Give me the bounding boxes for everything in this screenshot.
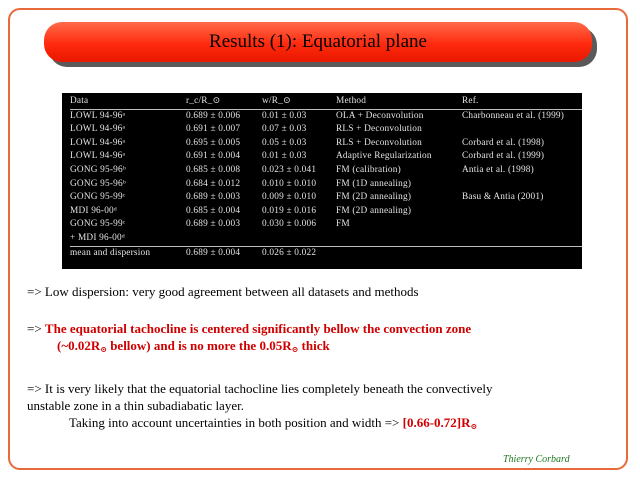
summary-w: 0.026 ± 0.022 <box>262 246 336 260</box>
cell-w: 0.030 ± 0.006 <box>262 219 317 230</box>
cell-ref: Corbard et al. (1999) <box>462 151 545 162</box>
cell-method: FM <box>336 219 350 230</box>
cell-rc: 0.689 ± 0.003 <box>186 219 241 230</box>
table-row <box>70 218 582 232</box>
cell-ref <box>462 218 582 232</box>
cell-method: RLS + Deconvolution <box>336 124 422 135</box>
width-text: bellow) and is no more the 0.05R <box>106 338 292 353</box>
cell-data: GONG 95-99ᶜ <box>70 192 126 203</box>
summary-rc: 0.689 ± 0.004 <box>186 246 262 260</box>
cell-ref <box>462 178 582 192</box>
header-rc: r_c/R_⊙ <box>186 95 262 109</box>
cell-rc <box>186 232 262 246</box>
cell-method: Adaptive Regularization <box>336 151 432 162</box>
uncertainty-text: Taking into account uncertainties in both position and width => <box>69 415 403 430</box>
sun-symbol: ⊙ <box>470 422 478 431</box>
sun-symbol: ⊙ <box>291 345 299 354</box>
cell-ref <box>462 123 582 137</box>
radius-range: [0.66-0.72]R <box>402 415 471 430</box>
cell-data: GONG 95-96ᵇ <box>70 164 126 175</box>
cell-w: 0.05 ± 0.03 <box>262 137 307 148</box>
sun-symbol: ⊙ <box>100 345 107 354</box>
cell-data: MDI 96-00ᵈ <box>70 205 117 216</box>
subadiabatic-line-2: unstable zone in a thin subadiabatic layer. <box>27 398 244 413</box>
summary-method <box>336 246 462 260</box>
cell-data: LOWL 94-96ᵃ <box>70 137 126 148</box>
cell-w: 0.023 ± 0.041 <box>262 164 317 175</box>
cell-rc: 0.689 ± 0.006 <box>186 110 241 121</box>
cell-method: FM (1D annealing) <box>336 178 412 189</box>
subadiabatic-line-1: => It is very likely that the equatorial tachocline lies completely beneath the convectively <box>27 381 493 396</box>
cell-data: LOWL 94-96ᵃ <box>70 110 126 121</box>
agreement-statement: => Low dispersion: very good agreement between all datasets and methods <box>27 284 419 299</box>
table-row <box>70 137 582 151</box>
arrow-marker: => <box>27 321 45 336</box>
cell-data: GONG 95-96ᵇ <box>70 178 126 189</box>
cell-ref <box>462 232 582 246</box>
cell-ref: Corbard et al. (1998) <box>462 137 545 148</box>
cell-w: 0.019 ± 0.016 <box>262 205 317 216</box>
cell-w: 0.07 ± 0.03 <box>262 124 307 135</box>
thick-text: thick <box>298 338 330 353</box>
cell-ref: Basu & Antia (2001) <box>462 192 544 203</box>
table-row <box>70 232 582 246</box>
tachocline-location-statement <box>27 320 471 358</box>
table-row <box>70 109 582 123</box>
table-row <box>70 191 582 205</box>
cell-ref <box>462 205 582 219</box>
table-row <box>70 150 582 164</box>
table-row <box>70 123 582 137</box>
results-table <box>70 95 582 260</box>
cell-w: 0.010 ± 0.010 <box>262 178 317 189</box>
cell-method: FM (2D annealing) <box>336 192 412 203</box>
cell-w <box>262 232 336 246</box>
tachocline-claim: The equatorial tachocline is centered significantly bellow the convection zone <box>44 321 472 336</box>
summary-ref <box>462 246 582 260</box>
table-row <box>70 178 582 192</box>
header-data: Data <box>70 95 186 109</box>
cell-data: LOWL 94-96ᵃ <box>70 151 126 162</box>
summary-row <box>70 246 582 260</box>
cell-rc: 0.695 ± 0.005 <box>186 137 241 148</box>
header-method: Method <box>336 95 462 109</box>
cell-data: GONG 95-99ᶜ <box>70 219 126 230</box>
cell-w: 0.01 ± 0.03 <box>262 110 307 121</box>
table-row <box>70 164 582 178</box>
tachocline-line-1 <box>27 320 471 337</box>
results-table-panel <box>62 93 582 269</box>
offset-text: (~0.02R <box>57 338 101 353</box>
cell-rc: 0.689 ± 0.003 <box>186 192 241 203</box>
range-line <box>27 414 493 435</box>
author-credit: Thierry Corbard <box>503 454 570 465</box>
cell-method: RLS + Deconvolution <box>336 137 422 148</box>
slide-title: Results (1): Equatorial plane <box>209 31 427 52</box>
header-ref: Ref. <box>462 95 582 109</box>
cell-method: FM (calibration) <box>336 164 401 175</box>
cell-w: 0.01 ± 0.03 <box>262 151 307 162</box>
cell-rc: 0.685 ± 0.008 <box>186 164 241 175</box>
cell-data: + MDI 96-00ᵈ <box>70 232 125 243</box>
cell-ref: Antia et al. (1998) <box>462 164 534 175</box>
cell-rc: 0.691 ± 0.007 <box>186 124 241 135</box>
cell-method: FM (2D annealing) <box>336 205 412 216</box>
title-banner <box>44 22 592 62</box>
cell-data: LOWL 94-96ᵃ <box>70 124 126 135</box>
table-header-row <box>70 95 582 109</box>
cell-method: OLA + Deconvolution <box>336 110 424 121</box>
cell-method <box>336 232 462 246</box>
cell-rc: 0.684 ± 0.012 <box>186 178 241 189</box>
tachocline-line-2 <box>27 337 471 358</box>
cell-w: 0.009 ± 0.010 <box>262 192 317 203</box>
cell-ref: Charbonneau et al. (1999) <box>462 110 565 121</box>
subadiabatic-statement <box>27 380 493 435</box>
header-w: w/R_⊙ <box>262 95 336 109</box>
summary-label: mean and dispersion <box>70 246 186 260</box>
cell-rc: 0.685 ± 0.004 <box>186 205 241 216</box>
cell-rc: 0.691 ± 0.004 <box>186 151 241 162</box>
table-row <box>70 205 582 219</box>
